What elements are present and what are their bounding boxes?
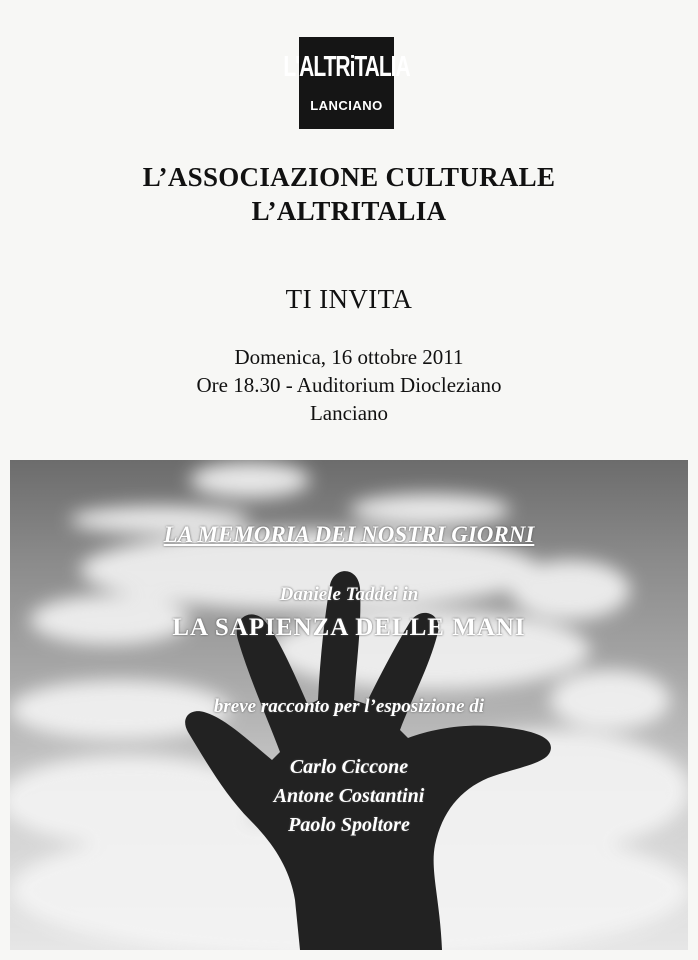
memoria-title: LA MEMORIA DEI NOSTRI GIORNI <box>163 522 535 547</box>
show-title: LA SAPIENZA DELLE MANI <box>172 614 526 641</box>
logo-wordmark: L'ALTRiTALIA <box>283 51 410 83</box>
event-city: Lanciano <box>309 401 389 425</box>
invite-heading: TI INVITA <box>285 284 413 314</box>
exhibition-line: breve racconto per l’esposizione di <box>213 696 485 717</box>
presenter-line: Daniele Taddei in <box>279 584 419 605</box>
association-title-line2: L’ALTRITALIA <box>251 196 447 226</box>
artist-name: Paolo Spoltore <box>288 814 410 836</box>
association-title-line1: L’ASSOCIAZIONE CULTURALE <box>142 162 556 192</box>
event-date: Domenica, 16 ottobre 2011 <box>234 345 464 369</box>
artist-name: Antone Costantini <box>273 785 425 807</box>
event-time-place: Ore 18.30 - Auditorium Diocleziano <box>196 373 502 397</box>
logo-city: LANCIANO <box>310 97 383 113</box>
artist-name: Carlo Ciccone <box>289 756 409 778</box>
altritalia-logo <box>283 37 410 129</box>
hand-sky-photo <box>10 460 688 950</box>
